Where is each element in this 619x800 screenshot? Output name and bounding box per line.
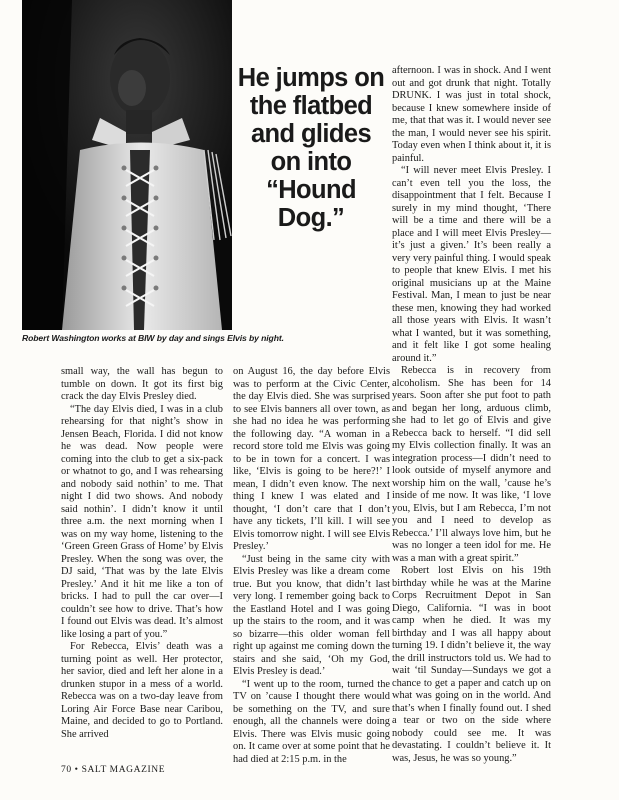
article-column-3 [392, 65, 551, 765]
performer-photo-illustration [22, 0, 232, 330]
paragraph: For Rebecca, Elvis’ death was a turning point as well. Her protector, her savior, died and left her alone in a drunken stupor in a mess of a world. Rebecca was on a two-day leave from Loring Air Force Base near Caribou, Maine, and decided to go to Portland. She arrived [61, 641, 223, 740]
paragraph: “Just being in the same city with Elvis Presley was like a dream come true. But you know, that didn’t last very long. I remember going back to the Eastland Hotel and I was going up the stairs to the room, and it was so bizarre—this older woman fell right up against me coming down the stairs and she said, ‘Oh my God, Elvis Presley is dead.’ [233, 553, 390, 677]
article-column-1 [61, 366, 223, 741]
page-footer: 70 • SALT MAGAZINE [61, 765, 166, 775]
paragraph: Robert lost Elvis on his 19th birthday while he was at the Marine Corps Recruitment Depot in San Diego, California. “I was in boot camp when he died. It was my birthday and I was all happy about turning 19. I didn’t believe it, the way the drill instructors told us. We had to wait ‘til Sunday—Sundays we got a chance to get a paper and catch up on what was going on in the world. And that’s when I finally found out. I shed a tear or two on the side where nobody could see me. It was devastating. I couldn’t believe it. It was, Jesus, he was so young.” [392, 565, 551, 764]
paragraph: Rebecca is in recovery from alcoholism. She has been for 14 years. Soon after she put foot to path and began her long, arduous climb, she had to let go of Elvis and give Rebecca back to herself. “I did sell my Elvis collection finally. It was an integration process—I didn’t need to look outside of myself anymore and worship him on the wall, ’cause he’s inside of me now. It was like, ‘I love you, Elvis, but I am Rebecca, I’m not you and I need to develop as Rebecca.’ I’ll always love him, but he was no longer a teen idol for me. He was a man with a great spirit.” [392, 365, 551, 564]
article-photo [22, 0, 232, 330]
paragraph: “I will never meet Elvis Presley. I can’t even tell you the loss, the disappointment that I felt. Because I surely in my mind thought, ‘There will be a time and there will be a place and I will meet Elvis Presley—it’s just a given.’ It’s been really a very very painful thing. I would speak to people that knew Elvis. I met his original musicians up at the Maine Festival. Man, I mean to just be near these men, knowing they had worked all those years with Elvis. It wasn’t what I wanted, but it was something, and it felt like I got some healing around it.” [392, 165, 551, 364]
paragraph: “I went up to the room, turned the TV on ’cause I thought there would be something on the TV, and sure enough, all the channels were doing Elvis. There was Elvis music going on. It came over at some point that he had died at 2:15 p.m. in the [233, 678, 390, 765]
paragraph: “The day Elvis died, I was in a club rehearsing for that night’s show in Jensen Beach, Florida. I did not know he was dead. Now people were coming into the club to get a six-pack or whatnot to go, and I was rehearsing and nobody said nothin’ to me. That night I did two shows. And nobody said nothin’. I didn’t know it until three a.m. the next morning when I was on my way home, listening to the ‘Green Green Grass of Home’ by Elvis Presley. When the song was over, the DJ said, ‘That was by the late Elvis Presley.’ And it hit me like a ton of bricks. I had to pull the car over—I couldn’t see how to drive. That’s how I found out Elvis was dead. It’s almost like losing a part of you.” [61, 403, 223, 640]
paragraph: afternoon. I was in shock. And I went out and got drunk that night. Totally DRUNK. I was just in total shock, because I knew somewhere inside of me, that that was it. I would never see the man, I would never see his spirit. Today even when I think about it, it is painful. [392, 65, 551, 164]
photo-caption: Robert Washington works at BIW by day and sings Elvis by night. [22, 333, 284, 343]
pull-quote-headline: He jumps on the flatbed and glides on into “Hound Dog.” [237, 64, 385, 232]
article-column-2 [233, 366, 390, 766]
paragraph: small way, the wall has begun to tumble on down. It got its first big crack the day Elvis Presley died. [61, 366, 223, 402]
paragraph: on August 16, the day before Elvis was to perform at the Civic Center, the day Elvis died. She was surprised to see Elvis banners all over town, as she had no idea he was performing the following day. “A woman in a record store told me Elvis was going to be in town for a concert. I was like, ‘Elvis is going to be here?!’ I mean, I didn’t even know. The next thing I knew I was elated and I thought, ‘I don’t care that I don’t have any tickets, I’ll kill. I will see Elvis tomorrow night. I will see Elvis Presley.’ [233, 366, 390, 552]
